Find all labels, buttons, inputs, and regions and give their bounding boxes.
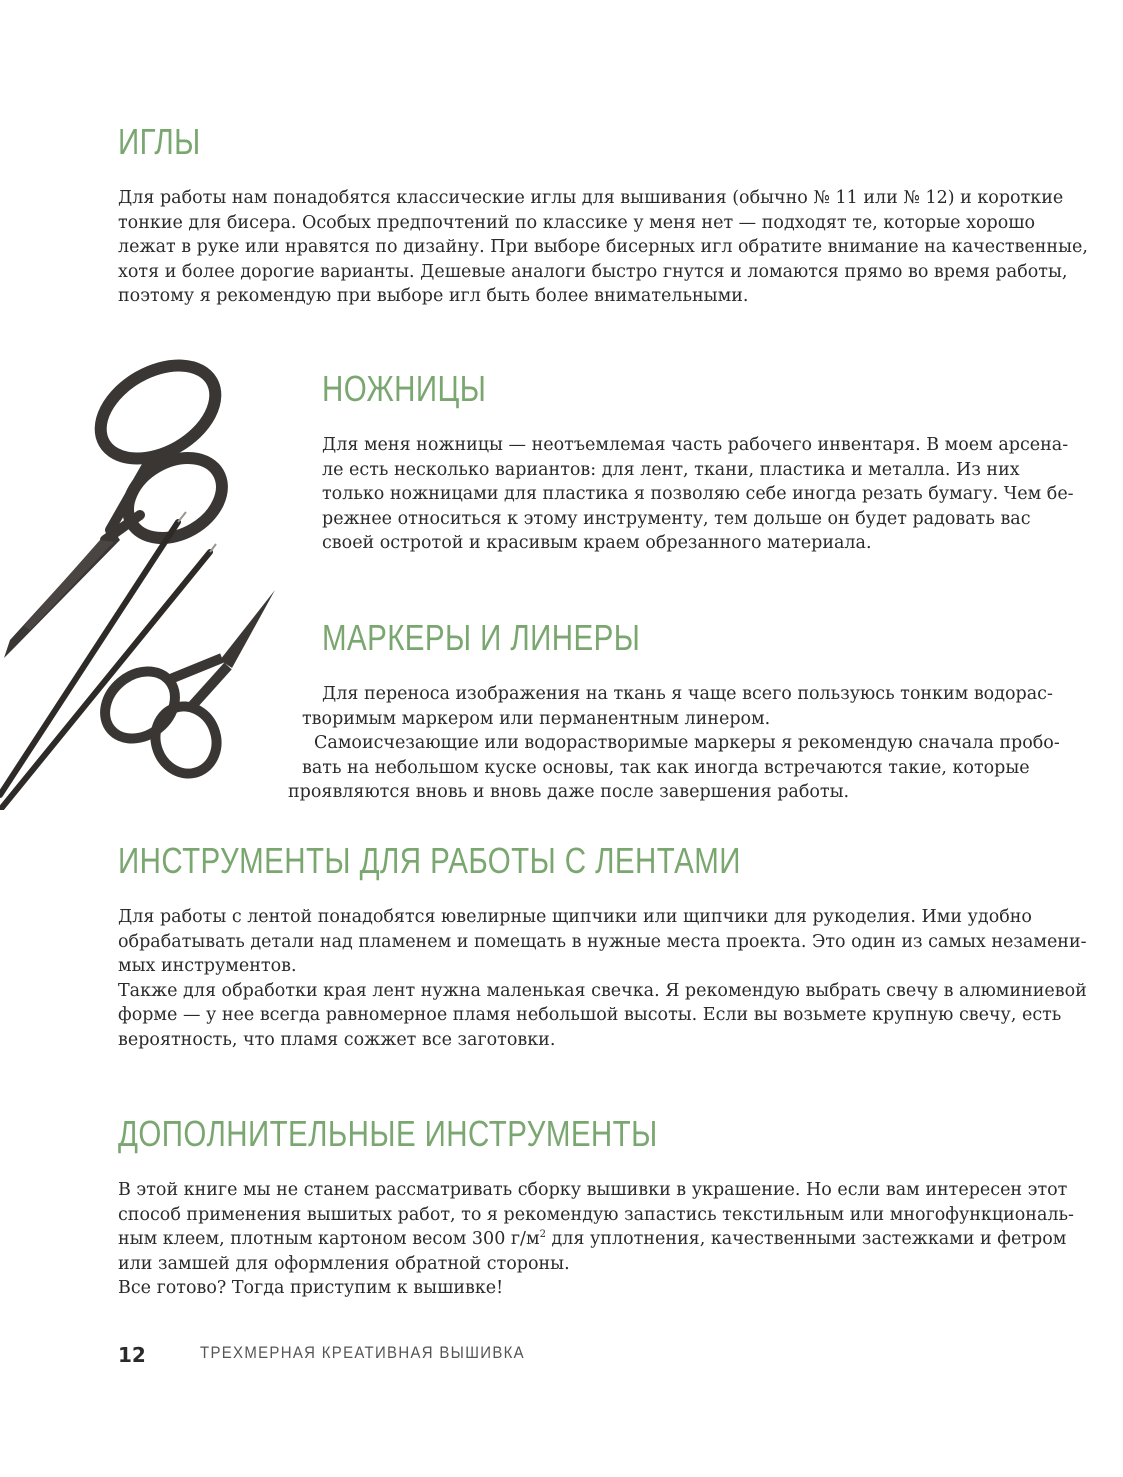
- text-line: режнее относиться к этому инструменту, тем дольше он будет радовать вас: [322, 508, 1031, 529]
- text-line: лежат в руке или нравятся по дизайну. При выборе бисерных игл обратите внимание на качественные,: [118, 237, 1088, 257]
- text-line: форме — у нее всегда равномерное пламя небольшой высоты. Если вы возьмете крупную свечу, есть: [118, 1005, 1062, 1025]
- text-line: способ применения вышитых работ, то я рекомендую запастись текстильным или многофункциональ-: [118, 1204, 1074, 1225]
- heading-extra-tools: ДОПОЛНИТЕЛЬНЫЕ ИНСТРУМЕНТЫ: [118, 1113, 658, 1154]
- text-line: Самоисчезающие или водорастворимые маркеры я рекомендую сначала пробо-: [314, 733, 1060, 753]
- text-line: проявляются вновь и вновь даже после завершения работы.: [288, 782, 850, 802]
- text-line: или замшей для оформления обратной стороны.: [118, 1253, 570, 1274]
- text-line: своей остротой и красивым краем обрезанного материала.: [322, 533, 872, 553]
- text-line: творимым маркером или перманентным линером.: [302, 708, 771, 729]
- text-line: Для работы с лентой понадобятся ювелирные щипчики или щипчики для рукоделия. Ими удобно: [118, 907, 1032, 927]
- text-line: мых инструментов.: [118, 956, 297, 976]
- text-line: Все готово? Тогда приступим к вышивке!: [118, 1278, 504, 1298]
- superscript: 2: [539, 1229, 546, 1241]
- text-line: В этой книге мы не станем рассматривать сборку вышивки в украшение. Но если вам интересен этот: [118, 1180, 1068, 1200]
- paragraph-extra-tools: [118, 1178, 1074, 1301]
- paragraph-markers: [0, 682, 1060, 805]
- text-line: Для переноса изображения на ткань я чаще всего пользуюсь тонким водорас-: [322, 684, 1053, 704]
- text-line: тонкие для бисера. Особых предпочтений по классике у меня нет — подходят те, которые хорошо: [118, 212, 1036, 233]
- text-fragment: ным клеем, плотным картоном весом 300 г/м: [118, 1229, 540, 1249]
- text-line: [118, 1227, 1074, 1252]
- heading-needles: ИГЛЫ: [118, 121, 201, 162]
- running-title: ТРЕХМЕРНАЯ КРЕАТИВНАЯ ВЫШИВКА: [200, 1343, 525, 1362]
- text-line: хотя и более дорогие варианты. Дешевые аналоги быстро гнутся и ломаются прямо во время работы,: [118, 261, 1068, 282]
- paragraph-ribbon-tools: [118, 905, 1087, 1052]
- heading-ribbon-tools: ИНСТРУМЕНТЫ ДЛЯ РАБОТЫ С ЛЕНТАМИ: [118, 840, 741, 881]
- small-scissors-blade-icon: [220, 590, 275, 668]
- paragraph-needles: [118, 186, 1088, 309]
- text-line: вать на небольшом куске основы, так как иногда встречаются такие, которые: [302, 757, 1030, 778]
- paragraph-scissors: [322, 433, 1074, 556]
- text-line: Также для обработки края лент нужна маленькая свечка. Я рекомендую выбрать свечу в алюминиевой: [118, 980, 1087, 1001]
- page-number: 12: [118, 1343, 146, 1367]
- text-line: Для работы нам понадобятся классические иглы для вышивания (обычно № 11 или № 12) и короткие: [118, 188, 1064, 208]
- text-line: ле есть несколько вариантов: для лент, ткани, пластика и металла. Из них: [322, 459, 1020, 480]
- text-line: вероятность, что пламя сожжет все заготовки.: [118, 1029, 556, 1050]
- text-line: только ножницами для пластика я позволяю себе иногда резать бумагу. Чем бе-: [322, 484, 1074, 504]
- heading-scissors: НОЖНИЦЫ: [322, 368, 487, 409]
- text-line: поэтому я рекомендую при выборе игл быть более внимательными.: [118, 286, 749, 306]
- text-line: Для меня ножницы — неотъемлемая часть рабочего инвентаря. В моем арсена-: [322, 435, 1069, 455]
- heading-markers: МАРКЕРЫ И ЛИНЕРЫ: [322, 617, 641, 658]
- text-line: обрабатывать детали над пламенем и помещать в нужные места проекта. Это один из самых незамени-: [118, 931, 1087, 952]
- text-fragment: для уплотнения, качественными застежками и фетром: [545, 1229, 1067, 1249]
